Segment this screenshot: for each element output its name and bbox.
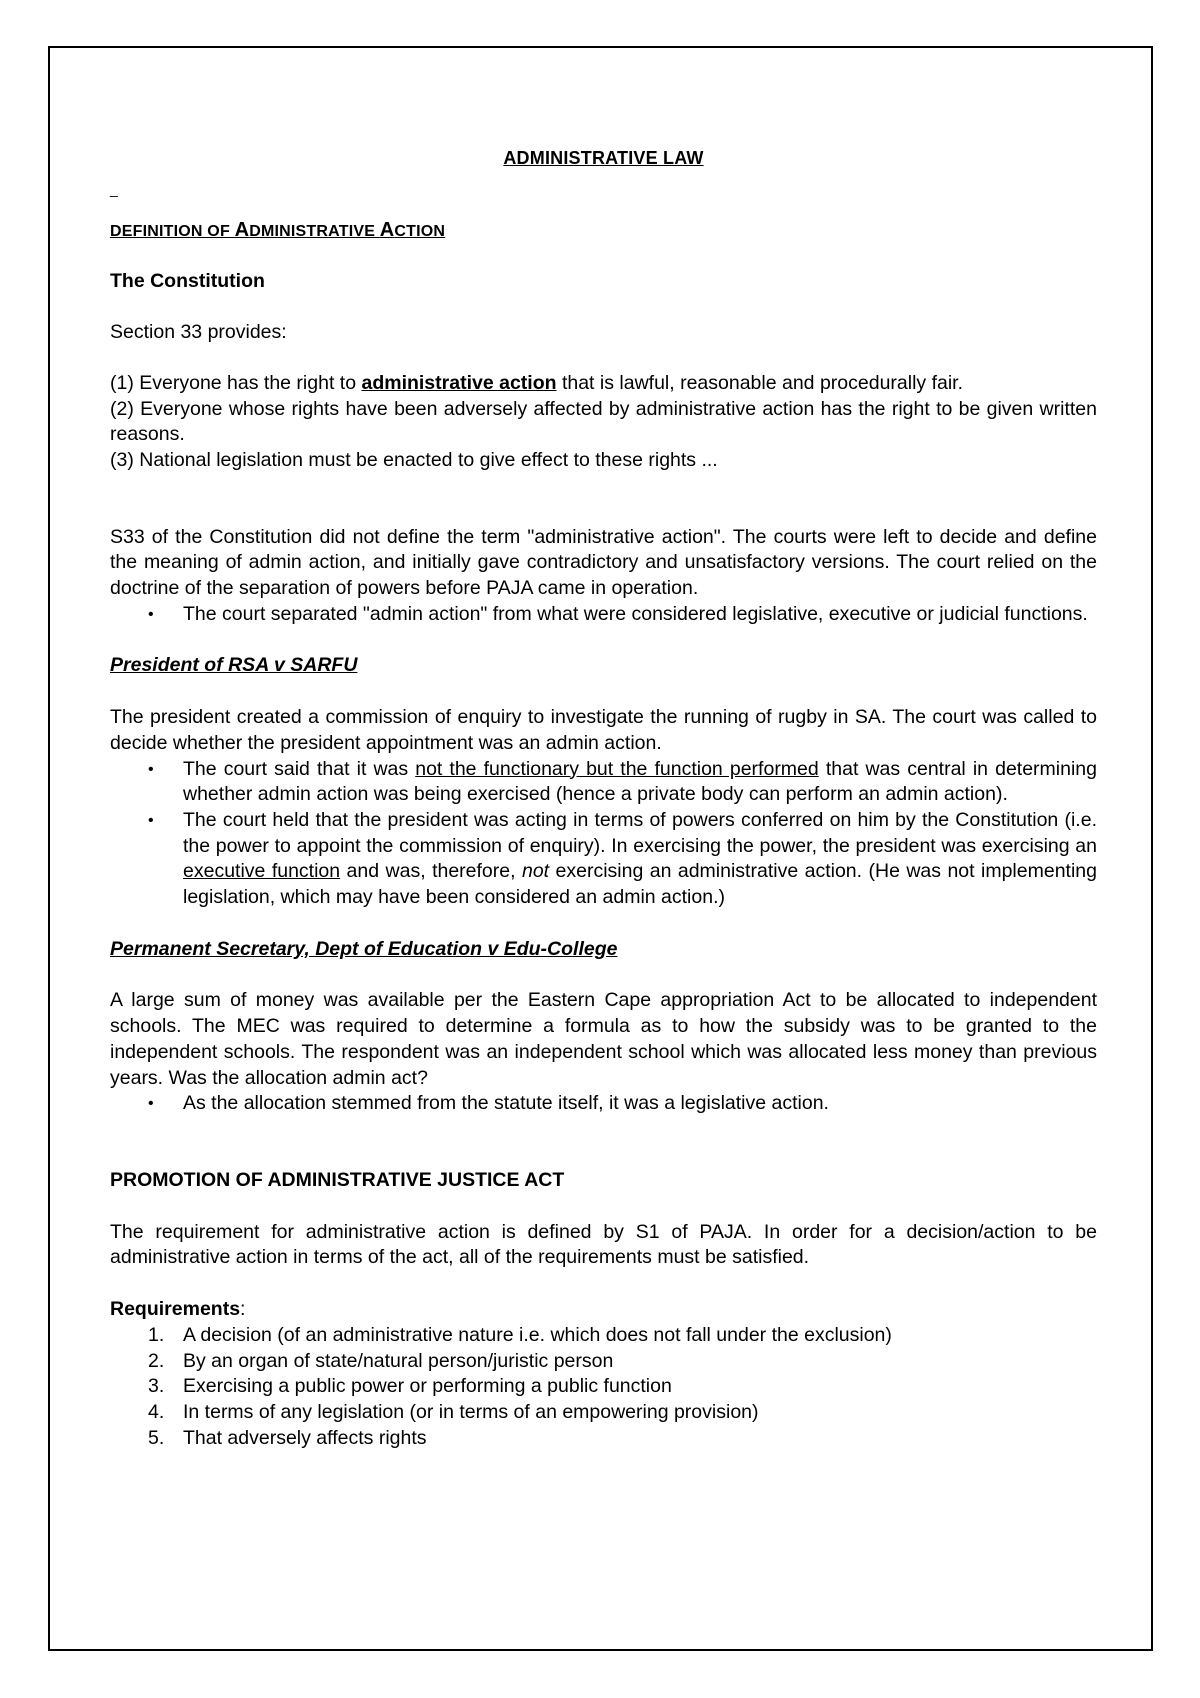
s33-item-1-bold: administrative action	[361, 371, 557, 394]
s33-bullet-list	[110, 602, 1097, 628]
list-item	[110, 1426, 1097, 1452]
case-edu-college-bullets	[110, 1091, 1097, 1117]
requirements-label-line	[110, 1297, 1097, 1323]
title-dash: _	[110, 180, 118, 197]
list-item-text: A decision (of an administrative nature i.e. which does not fall under the exclusion)	[183, 1323, 892, 1346]
bullet-icon: •	[148, 1095, 154, 1113]
list-item-text: In terms of any legislation (or in terms of an empowering provision)	[183, 1400, 759, 1423]
heading-part-3: CTION	[394, 222, 446, 240]
heading-cap-2: A	[379, 218, 395, 241]
list-number: 4.	[148, 1400, 165, 1423]
list-number: 5.	[148, 1426, 165, 1449]
bullet-icon: •	[148, 760, 154, 778]
heading-part-2: DMINISTRATIVE	[249, 222, 380, 240]
document-title: ADMINISTRATIVE LAW	[503, 148, 704, 168]
requirements-colon: :	[240, 1298, 246, 1321]
case-sarfu-bullets	[110, 757, 1097, 911]
list-item	[110, 757, 1097, 808]
list-number: 2.	[148, 1349, 165, 1372]
list-item	[110, 1374, 1097, 1400]
s33-item-2: (2) Everyone whose rights have been adversely affected by administrative action has the right to be given written reasons.	[110, 397, 1097, 446]
s33-item-1-suffix: that is lawful, reasonable and procedurally fair.	[556, 371, 964, 394]
case-heading-edu-college: Permanent Secretary, Dept of Education v Edu-College	[110, 937, 618, 960]
section33-items	[110, 371, 1097, 474]
case-heading-sarfu: President of RSA v SARFU	[110, 654, 358, 677]
bullet-text: exercising an administrative action. (He was not implementing legislation, which may have been considered an admin action.)	[183, 860, 1097, 909]
list-item	[110, 1323, 1097, 1349]
bullet-underlined-text: not the functionary but the function performed	[415, 757, 819, 780]
heading-cap-1: A	[234, 218, 250, 241]
bullet-underlined-text: executive function	[183, 860, 341, 883]
bullet-text: The court separated "admin action" from what were considered legislative, executive or judicial functions.	[183, 602, 1088, 625]
paja-intro: The requirement for administrative action is defined by S1 of PAJA. In order for a decision/action to be administrative action in terms of the act, all of the requirements must be satisfied.	[110, 1220, 1097, 1269]
constitution-heading: The Constitution	[110, 270, 265, 293]
heading-part-1: DEFINITION OF	[110, 222, 235, 240]
bullet-text: that was central in determining whether admin action was being exercised (hence a private body can perform an admin action).	[183, 757, 1097, 806]
section33-intro: Section 33 provides:	[110, 321, 287, 344]
bullet-text: and was, therefore,	[340, 860, 522, 883]
case-sarfu-facts: The president created a commission of enquiry to investigate the running of rugby in SA. The court was called to decide whether the president appointment was an admin action.	[110, 706, 1097, 754]
bullet-icon: •	[148, 811, 154, 829]
s33-commentary: S33 of the Constitution did not define the term "administrative action". The courts were left to decide and define the meaning of admin action, and initially gave contradictory and unsatisfactory versions. The court relied on the doctrine of the separation of powers before PAJA came in operation.	[110, 525, 1097, 600]
bullet-text: The court held that the president was acting in terms of powers conferred on him by the Constitution (i.e. the power to appoint the commission of enquiry). In exercising the power, the president was exercising an	[183, 808, 1097, 857]
list-item-text: Exercising a public power or performing a public function	[183, 1375, 672, 1398]
requirements-label: Requirements	[110, 1298, 241, 1321]
list-number: 3.	[148, 1375, 165, 1398]
bullet-text: As the allocation stemmed from the statute itself, it was a legislative action.	[183, 1092, 829, 1115]
list-item	[110, 602, 1097, 628]
bullet-italic-text: not	[521, 860, 550, 883]
list-item	[110, 808, 1097, 911]
section-heading-definition	[110, 218, 1097, 245]
s33-item-1	[110, 371, 1097, 397]
document-body	[110, 146, 1097, 1451]
requirements-list	[110, 1323, 1097, 1452]
bullet-text: The court said that it was	[183, 757, 416, 780]
list-item	[110, 1400, 1097, 1426]
list-item-text: That adversely affects rights	[183, 1426, 427, 1449]
case-edu-college-facts: A large sum of money was available per the Eastern Cape appropriation Act to be allocated to independent schools. The MEC was required to determine a formula as to how the subsidy was to be granted to the independent schools. The respondent was an independent school which was allocated less money than previous years. Was the allocation admin act?	[110, 989, 1097, 1089]
list-number: 1.	[148, 1323, 165, 1346]
list-item	[110, 1091, 1097, 1117]
bullet-icon: •	[148, 605, 154, 623]
s33-item-1-prefix: (1) Everyone has the right to	[110, 371, 362, 394]
list-item	[110, 1349, 1097, 1375]
list-item-text: By an organ of state/natural person/juristic person	[183, 1349, 614, 1372]
s33-item-3: (3) National legislation must be enacted to give effect to these rights ...	[110, 448, 718, 471]
paja-heading: PROMOTION OF ADMINISTRATIVE JUSTICE ACT	[110, 1168, 565, 1191]
